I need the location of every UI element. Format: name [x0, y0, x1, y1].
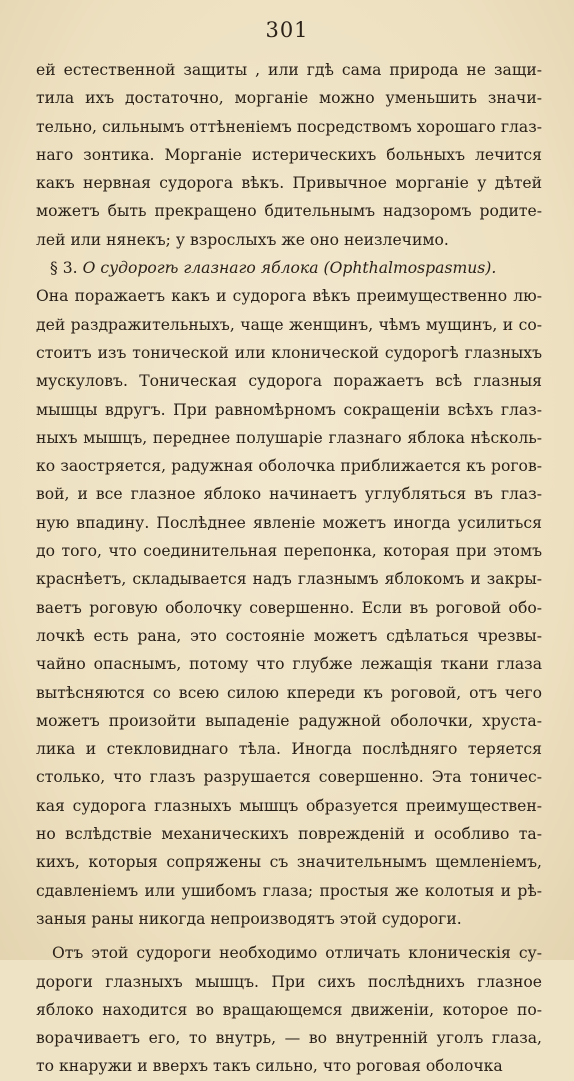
text-line: лей или нянекъ; у взрослыхъ же оно неизлечимо. [36, 230, 449, 249]
text-line: ей естественной защиты , или гдѣ сама природа не защи- [36, 61, 542, 79]
text-line: то кнаружи и вверхъ такъ сильно, что роговая оболочка [36, 1057, 503, 1076]
text-line: яблоко находится во вращающемся движеніи, которое по- [36, 1000, 542, 1019]
text-line: можетъ произойти выпаденіе радужной оболочки, хруста- [36, 711, 542, 730]
text-line: ко заостряется, радужная оболочка приближается къ рогов- [36, 457, 542, 476]
text-line: чайно опаснымъ, потому что глубже лежащія ткани глаза [36, 655, 542, 674]
paragraph-2 [36, 282, 542, 933]
text-line: кихъ, которыя сопряжены съ значительнымъ щемленіемъ, [36, 853, 542, 872]
text-line: какъ нервная судорога вѣкъ. Привычное морганіе у дѣтей [36, 174, 542, 193]
section-number: § 3. [50, 259, 78, 278]
section-heading [36, 254, 542, 282]
text-line: тила ихъ достаточно, морганіе можно уменьшить значи- [36, 89, 542, 108]
text-line: ныхъ мышцъ, переднее полушаріе глазнаго яблока нѣсколь- [36, 428, 542, 447]
text-line: до того, что соединительная перепонка, которая при этомъ [36, 542, 542, 561]
text-line: заныя раны никогда непроизводятъ этой судороги. [36, 909, 462, 928]
text-line: краснѣетъ, складывается надъ глазнымъ яблокомъ и закры- [36, 570, 542, 589]
text-line: сдавленіемъ или ушибомъ глаза; простыя же колотыя и рѣ- [36, 881, 542, 900]
text-line: ворачиваетъ его, то внутрь, — во внутренній уголъ глаза, [36, 1029, 542, 1048]
text-line: столько, что глазъ разрушается совершенно. Эта тоничес- [36, 768, 542, 787]
text-line: лочкѣ есть рана, это состояніе можетъ сдѣлаться чрезвы- [36, 626, 542, 645]
text-line: но вслѣдствіе механическихъ поврежденій и особливо та- [36, 825, 542, 844]
text-line: наго зонтика. Морганіе истерическихъ больныхъ лечится [36, 145, 542, 164]
text-line: ваетъ роговую оболочку совершенно. Если въ роговой обо- [36, 598, 542, 617]
page-number: 301 [265, 18, 309, 42]
section-title: О судорогѣ глазнаго яблока [82, 259, 319, 278]
text-line: Она поражаетъ какъ и судорога вѣкъ преимущественно лю- [36, 287, 542, 306]
text-line: мускуловъ. Тоническая судорога поражаетъ всѣ глазныя [36, 372, 542, 391]
text-line: тельно, сильнымъ оттѣненіемъ посредствомъ хорошаго глаз- [36, 117, 542, 136]
text-line: вытѣсняются со всею силою кпереди къ роговой, отъ чего [36, 683, 542, 702]
text-line: мышцы вдругъ. При равномѣрномъ сокращеніи всѣхъ глаз- [36, 400, 542, 419]
text-line: стоитъ изъ тонической или клонической судорогѣ глазныхъ [36, 343, 542, 362]
paragraph-1 [36, 56, 542, 254]
text-line: можетъ быть прекращено бдительнымъ надзоромъ родите- [36, 202, 542, 221]
text-body [36, 56, 542, 1081]
text-line: лика и стекловиднаго тѣла. Иногда послѣдняго теряется [36, 740, 542, 759]
section-latin-title: (Ophthalmospasmus). [323, 259, 497, 278]
text-line: дороги глазныхъ мышцъ. При сихъ послѣднихъ глазное [36, 972, 542, 991]
text-line: кая судорога глазныхъ мышцъ образуется преимуществен- [36, 796, 542, 815]
paragraph-3 [36, 939, 542, 1080]
text-line: вой, и все глазное яблоко начинаетъ углубляться въ глаз- [36, 485, 542, 504]
text-line: ную впадину. Послѣднее явленіе можетъ иногда усилиться [36, 513, 542, 532]
text-line: Отъ этой судороги необходимо отличать клоническія су- [52, 944, 542, 963]
text-line: дей раздражительныхъ, чаще женщинъ, чѣмъ мущинъ, и со- [36, 315, 542, 334]
